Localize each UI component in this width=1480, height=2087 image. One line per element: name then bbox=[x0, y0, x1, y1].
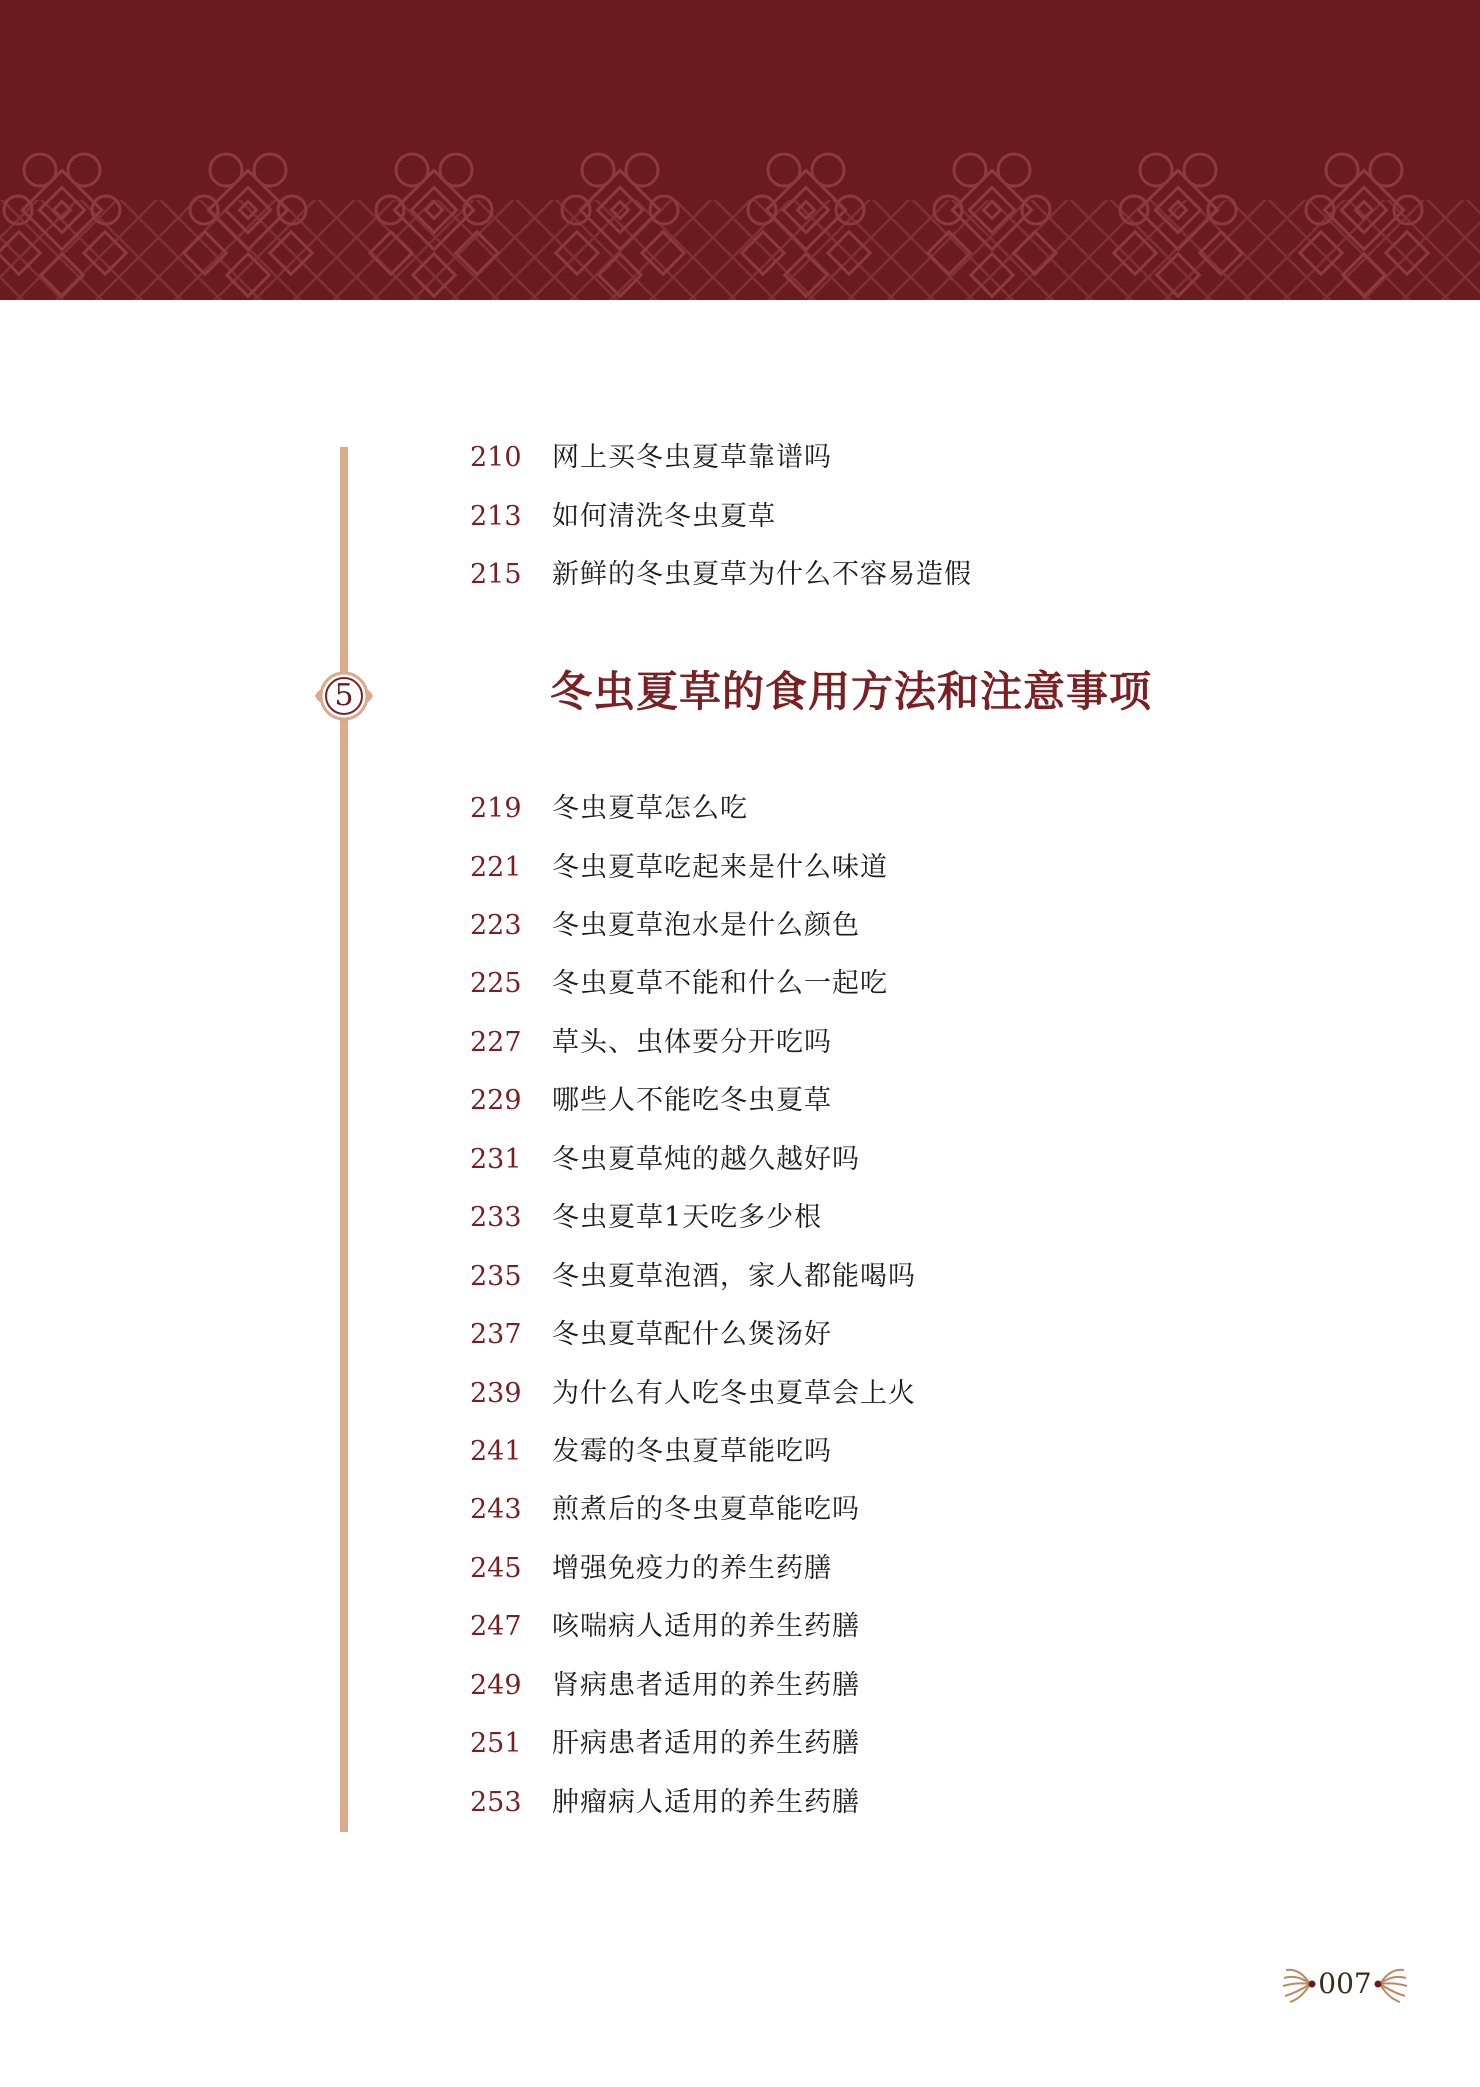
toc-page-number: 223 bbox=[470, 910, 522, 941]
toc-entry-title: 冬虫夏草配什么煲汤好 bbox=[552, 1319, 832, 1350]
toc-entry[interactable] bbox=[470, 906, 860, 946]
toc-entry-title: 哪些人不能吃冬虫夏草 bbox=[552, 1085, 832, 1116]
toc-entry-title: 冬虫夏草怎么吃 bbox=[552, 793, 748, 824]
toc-page-number: 243 bbox=[470, 1494, 522, 1525]
toc-entry[interactable] bbox=[470, 1549, 832, 1589]
page-number-block bbox=[1280, 1960, 1410, 2008]
toc-entry[interactable] bbox=[470, 1198, 822, 1238]
toc-entry-title: 咳喘病人适用的养生药膳 bbox=[552, 1611, 860, 1642]
toc-entry[interactable] bbox=[470, 555, 972, 595]
toc-entry-title: 肿瘤病人适用的养生药膳 bbox=[552, 1787, 860, 1818]
page-number: 007 bbox=[1318, 1967, 1372, 2000]
chapter-title[interactable]: 冬虫夏草的食用方法和注意事项 bbox=[550, 667, 1153, 716]
toc-entry-title: 冬虫夏草炖的越久越好吗 bbox=[552, 1144, 860, 1175]
toc-page-number: 225 bbox=[470, 968, 522, 999]
toc-page-number: 213 bbox=[470, 501, 522, 532]
toc-entry[interactable] bbox=[470, 497, 776, 537]
toc-page-number: 249 bbox=[470, 1670, 522, 1701]
toc-page-number: 245 bbox=[470, 1553, 522, 1584]
toc-entry-title: 发霉的冬虫夏草能吃吗 bbox=[552, 1436, 832, 1467]
toc-entry[interactable] bbox=[470, 964, 888, 1004]
toc-entry[interactable] bbox=[470, 1432, 832, 1472]
toc-entry[interactable] bbox=[470, 1140, 860, 1180]
toc-page-number: 247 bbox=[470, 1611, 522, 1642]
toc-entry-title: 肝病患者适用的养生药膳 bbox=[552, 1728, 860, 1759]
toc-entry-title: 肾病患者适用的养生药膳 bbox=[552, 1670, 860, 1701]
toc-page-number: 237 bbox=[470, 1319, 522, 1350]
toc-page-number: 219 bbox=[470, 793, 522, 824]
toc-page-number: 235 bbox=[470, 1261, 522, 1292]
toc-entry-title: 增强免疫力的养生药膳 bbox=[552, 1553, 832, 1584]
toc-entry[interactable] bbox=[470, 1666, 860, 1706]
toc-entry-title: 网上买冬虫夏草靠谱吗 bbox=[552, 442, 832, 473]
toc-page-number: 221 bbox=[470, 852, 522, 883]
toc-entry[interactable] bbox=[470, 1257, 916, 1297]
toc-entry-title: 冬虫夏草吃起来是什么味道 bbox=[552, 852, 888, 883]
toc-page-number: 229 bbox=[470, 1085, 522, 1116]
toc-entry[interactable] bbox=[470, 789, 748, 829]
toc-entry[interactable] bbox=[470, 848, 888, 888]
toc-entry-title: 冬虫夏草不能和什么一起吃 bbox=[552, 968, 888, 999]
toc-entry[interactable] bbox=[470, 1783, 860, 1823]
toc-entry-title: 冬虫夏草1天吃多少根 bbox=[552, 1202, 823, 1233]
toc-page-number: 251 bbox=[470, 1728, 522, 1759]
toc-entry-title: 新鲜的冬虫夏草为什么不容易造假 bbox=[552, 559, 972, 590]
toc-page-number: 215 bbox=[470, 559, 522, 590]
chinese-knot-pattern-icon bbox=[0, 0, 1480, 300]
toc-entry[interactable] bbox=[470, 1374, 916, 1414]
toc-entry[interactable] bbox=[470, 1724, 860, 1764]
timeline-line bbox=[340, 447, 348, 1832]
toc-entry[interactable] bbox=[470, 1490, 860, 1530]
toc-entry-title: 煎煮后的冬虫夏草能吃吗 bbox=[552, 1494, 860, 1525]
toc-page-number: 253 bbox=[470, 1787, 522, 1818]
toc-entry[interactable] bbox=[470, 1315, 832, 1355]
chapter-number: 5 bbox=[334, 678, 354, 713]
toc-entry-title: 为什么有人吃冬虫夏草会上火 bbox=[552, 1378, 916, 1409]
toc-page-number: 231 bbox=[470, 1144, 522, 1175]
swirl-ornament-left-icon bbox=[1280, 1960, 1316, 2008]
toc-entry-title: 草头、虫体要分开吃吗 bbox=[552, 1027, 832, 1058]
toc-entry[interactable] bbox=[470, 1081, 832, 1121]
toc-entry-title: 冬虫夏草泡酒，家人都能喝吗 bbox=[552, 1261, 916, 1292]
toc-entry[interactable] bbox=[470, 1023, 832, 1063]
toc-entry[interactable] bbox=[470, 1607, 860, 1647]
toc-page-number: 233 bbox=[470, 1202, 522, 1233]
toc-entry-title: 冬虫夏草泡水是什么颜色 bbox=[552, 910, 860, 941]
swirl-ornament-right-icon bbox=[1374, 1960, 1410, 2008]
toc-page-number: 241 bbox=[470, 1436, 522, 1467]
toc-entry-title: 如何清洗冬虫夏草 bbox=[552, 501, 776, 532]
toc-entry[interactable] bbox=[470, 438, 832, 478]
toc-page-number: 210 bbox=[470, 442, 522, 473]
toc-page-number: 227 bbox=[470, 1027, 522, 1058]
toc-page-number: 239 bbox=[470, 1378, 522, 1409]
chapter-badge bbox=[309, 670, 379, 722]
header-band bbox=[0, 0, 1480, 300]
